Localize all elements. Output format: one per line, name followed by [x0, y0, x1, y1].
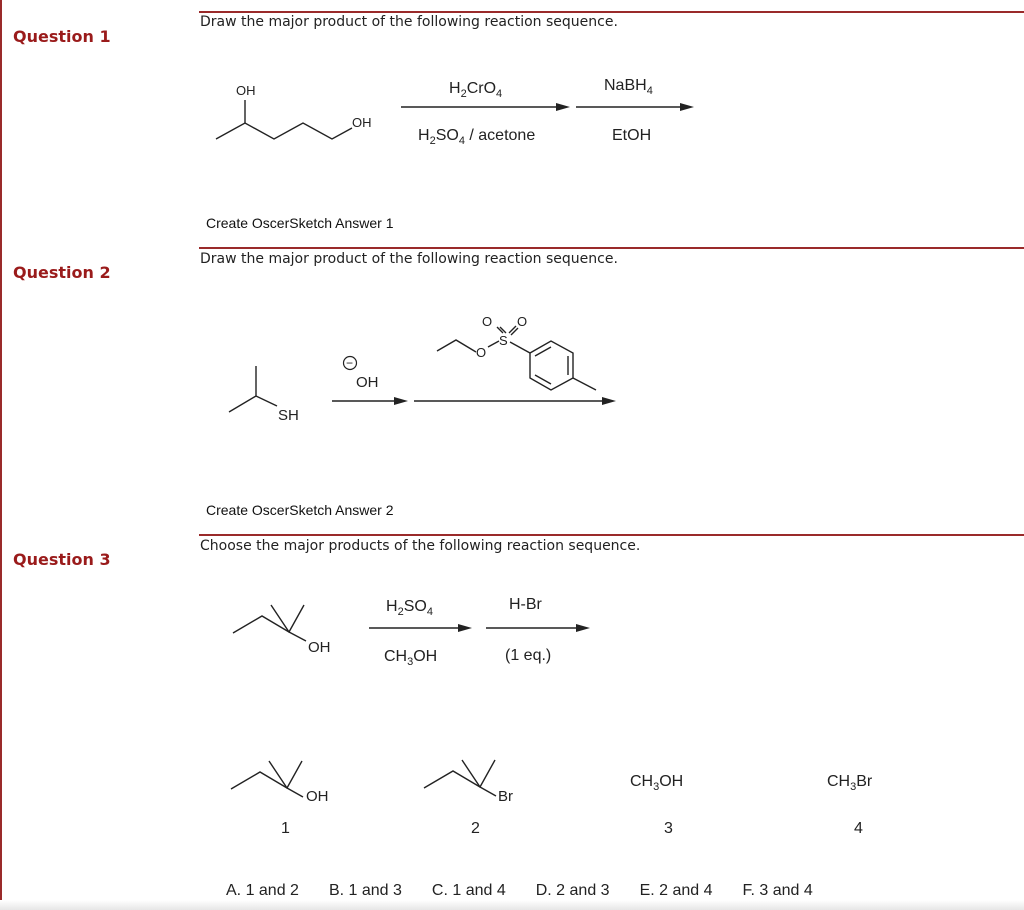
choice-a[interactable]: A. 1 and 2 — [226, 882, 299, 899]
q2-ester-o: O — [476, 345, 487, 360]
choice-f[interactable]: F. 3 and 4 — [742, 882, 813, 899]
create-answer-1-link[interactable]: Create OscerSketch Answer 1 — [206, 215, 394, 231]
q3-p2-label: Br — [498, 788, 513, 805]
q3-p3-b: 3 — [653, 781, 660, 793]
q3-p4-c: Br — [856, 773, 873, 790]
q3-r1-top-b: 2 — [397, 606, 404, 618]
q3-p1-label: OH — [306, 788, 329, 805]
q2-hydroxide-oh: OH — [356, 374, 379, 391]
q1-oh-right: OH — [352, 115, 372, 130]
bottom-edge — [0, 900, 1024, 910]
q3-p4-number: 4 — [854, 820, 863, 837]
q3-r1-bot-c: OH — [413, 648, 438, 665]
choice-c[interactable]: C. 1 and 4 — [431, 882, 506, 899]
q2-sh: SH — [278, 407, 299, 424]
question-3-label: Question 3 — [13, 550, 111, 569]
q1-r1-top-d: 4 — [496, 88, 503, 100]
q1-r1-bot-e: / acetone — [464, 127, 536, 144]
q3-p4-a: CH — [827, 773, 851, 790]
q3-product-4 — [827, 773, 873, 837]
q1-reagents — [401, 77, 694, 147]
q2-tosylate — [414, 314, 616, 405]
q3-reagents — [369, 596, 590, 668]
q3-starting-material — [233, 605, 331, 656]
q2-hydroxide — [332, 356, 408, 405]
q3-p2-number: 2 — [471, 820, 480, 837]
q1-r2-top-a: NaBH — [604, 77, 647, 94]
q1-r1-bot-d: 4 — [458, 135, 465, 147]
q2-sulfur: S — [499, 333, 508, 348]
q1-starting-material — [216, 83, 372, 139]
q1-r2-top-b: 4 — [646, 85, 653, 97]
q3-p1-number: 1 — [281, 820, 290, 837]
choice-d[interactable]: D. 2 and 3 — [535, 882, 610, 899]
svg-text:H2SO4 / acetone — [418, 127, 535, 147]
q2-starting-material — [229, 366, 299, 424]
q2-charge: − — [346, 356, 354, 370]
q3-r1-top-a: H — [386, 598, 398, 615]
q3-r2-top: H-Br — [509, 596, 542, 613]
q3-p3-a: CH — [630, 773, 654, 790]
q3-r1-bot-b: 3 — [407, 656, 414, 668]
question-1-prompt: Draw the major product of the following reaction sequence. — [200, 14, 618, 30]
question-3-prompt: Choose the major products of the following reaction sequence. — [200, 538, 641, 554]
q3-oh: OH — [308, 639, 331, 656]
q2-sulfonyl-o1: O — [482, 314, 493, 329]
q1-r2-bot: EtOH — [612, 127, 652, 144]
q1-oh-top: OH — [236, 83, 256, 98]
q3-product-3 — [630, 773, 683, 837]
svg-text:CH3OH — [630, 773, 683, 793]
q1-r1-bot-a: H — [418, 127, 430, 144]
q1-r1-bot-c: SO — [435, 127, 459, 144]
q3-p3-c: OH — [659, 773, 684, 790]
q3-r1-bot-a: CH — [384, 648, 408, 665]
q1-r1-top-c: CrO — [466, 80, 497, 97]
svg-text:CH3OH — [384, 648, 437, 668]
q2-sulfonyl-o2: O — [517, 314, 528, 329]
question-1-label: Question 1 — [13, 27, 111, 46]
svg-text:NaBH4 — [604, 77, 653, 97]
q3-product-2 — [424, 760, 513, 837]
choice-e[interactable]: E. 2 and 4 — [639, 882, 713, 899]
q3-r1-top-d: 4 — [426, 606, 433, 618]
q3-product-1 — [231, 761, 329, 837]
question-2-label: Question 2 — [13, 263, 111, 282]
q3-p3-number: 3 — [664, 820, 673, 837]
q1-r1-top-a: H — [449, 80, 461, 97]
svg-text:CH3Br — [827, 773, 873, 793]
q1-r1-bot-b: 2 — [429, 135, 436, 147]
q3-p4-b: 3 — [850, 781, 857, 793]
svg-text:H2SO4 — [386, 598, 433, 618]
q1-r1-top-b: 2 — [460, 88, 467, 100]
answer-choices — [226, 882, 813, 900]
choice-b[interactable]: B. 1 and 3 — [328, 882, 402, 899]
q3-r1-top-c: SO — [403, 598, 427, 615]
create-answer-2-link[interactable]: Create OscerSketch Answer 2 — [206, 502, 394, 518]
q3-r2-bot: (1 eq.) — [505, 647, 552, 664]
svg-text:H2CrO4 — [449, 80, 502, 100]
question-2-prompt: Draw the major product of the following reaction sequence. — [200, 251, 618, 267]
